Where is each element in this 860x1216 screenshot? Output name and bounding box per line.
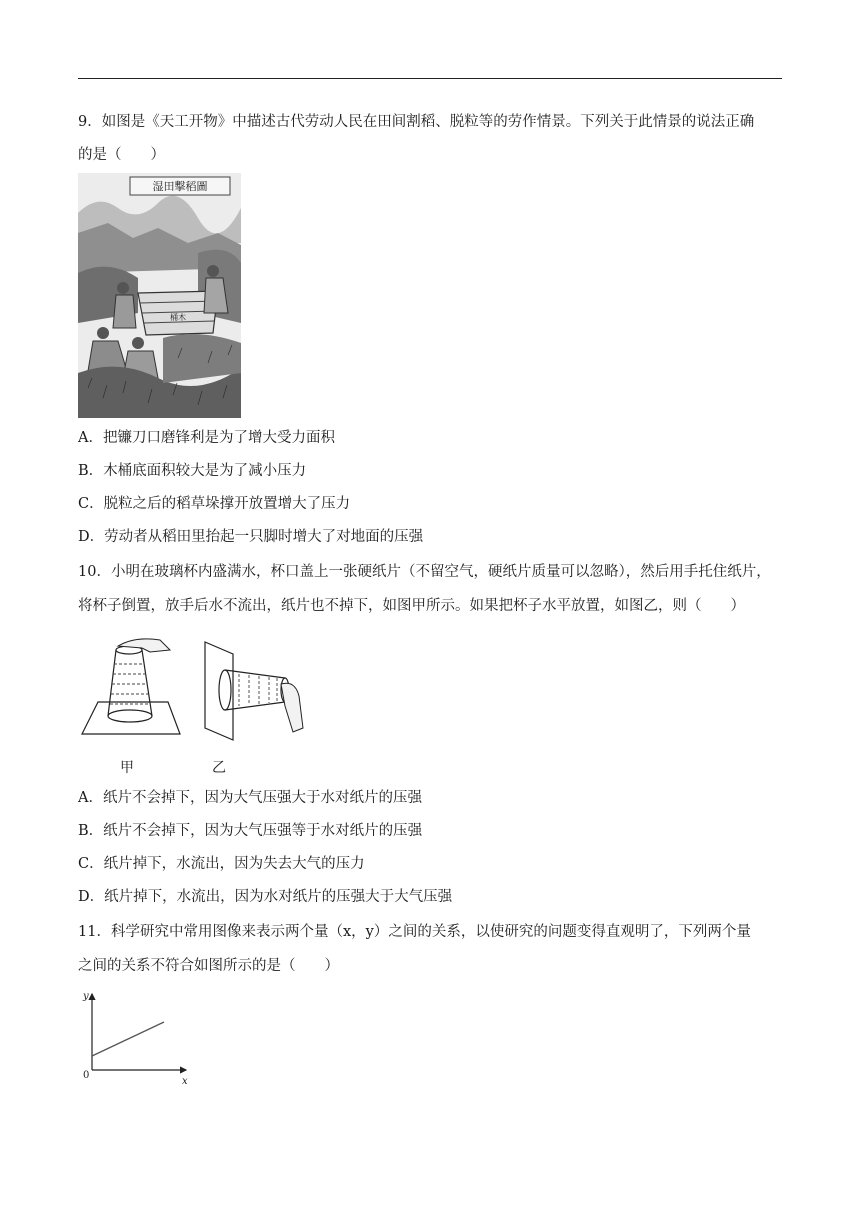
q11-origin-label: 0	[83, 1070, 90, 1081]
q9-option-b: B．木桶底面积较大是为了减小压力	[78, 463, 307, 479]
q10-option-b: B．纸片不会掉下，因为大气压强等于水对纸片的压强	[78, 823, 423, 839]
q11-xy-graph	[78, 988, 198, 1088]
q10-stem-line2: 将杯子倒置，放手后水不流出，纸片也不掉下，如图甲所示。如果把杯子水平放置，如图乙，则（ ）	[78, 598, 745, 614]
q11-axis-x-label: x	[182, 1076, 188, 1087]
q10-stem-line1: 10．小明在玻璃杯内盛满水，杯口盖上一张硬纸片（不留空气，硬纸片质量可以忽略），然后用手托住纸片，	[78, 564, 771, 580]
q9-option-c: C．脱粒之后的稻草垛撑开放置增大了压力	[78, 496, 351, 512]
q10-caption-yi: 乙	[212, 760, 226, 776]
q10-option-a: A．纸片不会掉下，因为大气压强大于水对纸片的压强	[78, 790, 422, 806]
q9-figure-title: 湿田擊稻圖	[152, 180, 208, 193]
q10-option-c: C．纸片掉下，水流出，因为失去大气的压力	[78, 856, 365, 872]
q9-figure-label: 桶木	[170, 313, 186, 322]
q11-stem-line2: 之间的关系不符合如图所示的是（ ）	[78, 958, 339, 974]
q9-option-a: A．把镰刀口磨锋利是为了增大受力面积	[78, 430, 335, 446]
q10-figure-yi	[203, 640, 308, 745]
q10-figure-jia	[80, 636, 185, 741]
q9-stem-line1: 9．如图是《天工开物》中描述古代劳动人民在田间割稻、脱粒等的劳作情景。下列关于此情景的说法正确	[78, 114, 755, 130]
q9-option-d: D．劳动者从稻田里抬起一只脚时增大了对地面的压强	[78, 529, 424, 545]
q10-caption-jia: 甲	[120, 760, 134, 776]
header-rule	[78, 78, 782, 79]
q11-stem-line1: 11．科学研究中常用图像来表示两个量（x，y）之间的关系，以使研究的问题变得直观明了，下列两个量	[78, 924, 751, 940]
q9-woodcut-figure	[78, 173, 241, 418]
q9-stem-line2: 的是（ ）	[78, 147, 165, 163]
q10-option-d: D．纸片掉下，水流出，因为水对纸片的压强大于大气压强	[78, 889, 453, 905]
q11-axis-y-label: y	[83, 991, 89, 1002]
q11-plot-line	[92, 1022, 164, 1056]
